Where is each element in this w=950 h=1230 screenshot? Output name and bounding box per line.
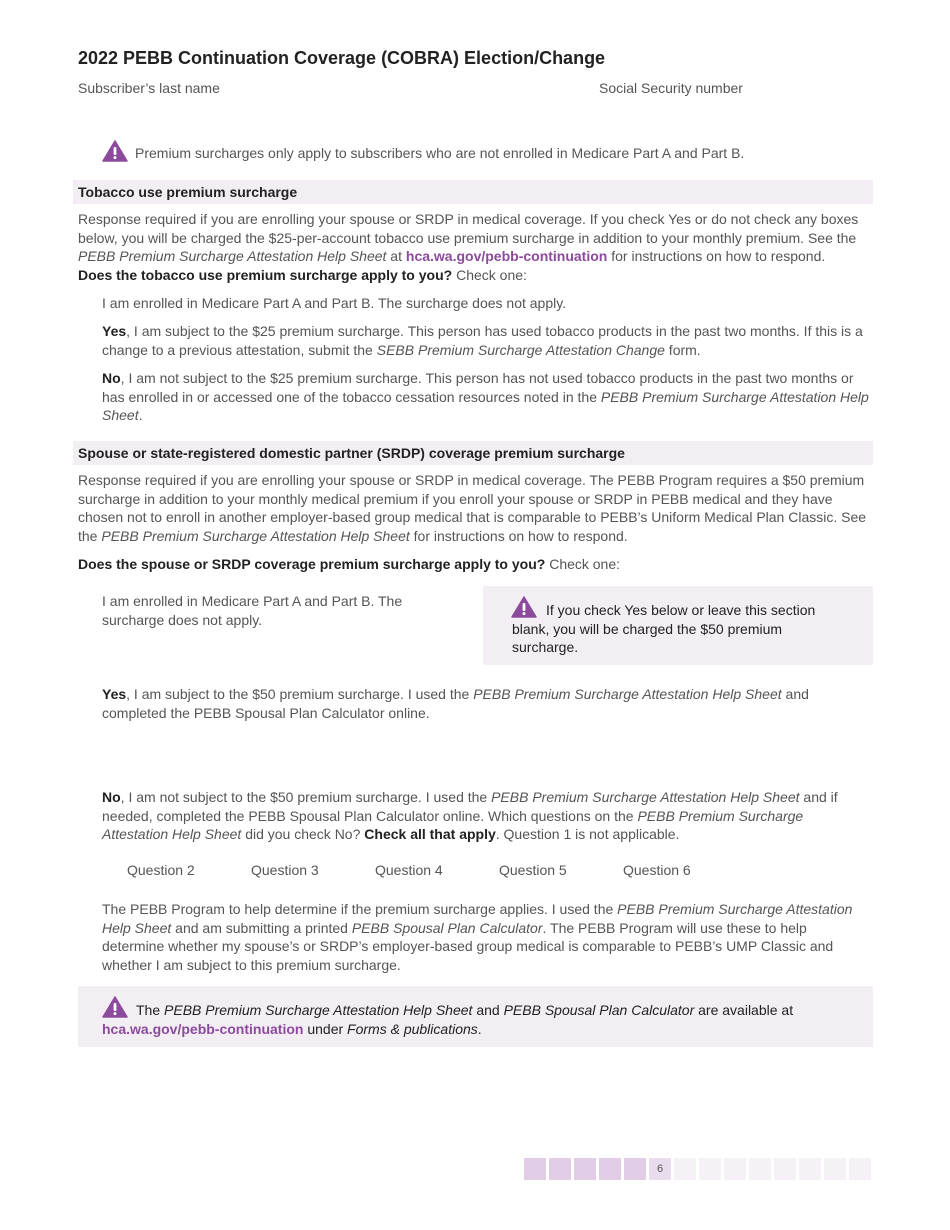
spouse-intro: Response required if you are enrolling your spouse or SRDP in medical coverage. The PEBB Program requires a $50 premium surcharge in addition to your monthly medical premium if you enroll your spouse or SRDP in PEBB medical and they have chosen not to enroll in another employer-based group medical that is comparable to PEBB’s Uniform Medical Plan Classic. See the PEBB Premium Surcharge Attestation Help Sheet for instructions on how to respond. [78, 472, 867, 545]
page-block [624, 1158, 646, 1180]
spouse-option-no[interactable]: No, I am not subject to the $50 premium surcharge. I used the PEBB Premium Surcharge Attestation Help Sheet and if needed, completed the PEBB Spousal Plan Calculator online. Which questions on the PEBB Premium Surcharge Attestation Help Sheet did you check No? Check all that apply. Question 1 is not applicable. [102, 789, 838, 843]
ssn-label: Social Security number [599, 80, 743, 96]
tobacco-question: Does the tobacco use premium surcharge apply to you? Check one: [78, 267, 527, 283]
surcharge-notice: Premium surcharges only apply to subscribers who are not enrolled in Medicare Part A and Part B. [135, 145, 745, 161]
question-2-checkbox[interactable]: Question 2 [127, 862, 195, 878]
page-block [674, 1158, 696, 1180]
question-3-checkbox[interactable]: Question 3 [251, 862, 319, 878]
warning-icon [102, 140, 128, 162]
page-block [524, 1158, 546, 1180]
question-6-checkbox[interactable]: Question 6 [623, 862, 691, 878]
page-block [824, 1158, 846, 1180]
tobacco-intro: Response required if you are enrolling your spouse or SRDP in medical coverage. If you check Yes or do not check any boxes below, you will be charged the $25-per-account tobacco use premium surcharge in addition to your monthly premium. See the PEBB Premium Surcharge Attestation Help Sheet at hca.wa.gov/pebb-continuation for instructions on how to respond. [78, 211, 859, 265]
tobacco-section-heading: Tobacco use premium surcharge [73, 180, 873, 204]
spouse-warning-callout [483, 586, 873, 665]
page-block [749, 1158, 771, 1180]
spouse-warning-text: If you check Yes below or leave this section blank, you will be charged the $50 premium surcharge. [512, 602, 816, 656]
page-block [699, 1158, 721, 1180]
pebb-continuation-link[interactable]: hca.wa.gov/pebb-continuation [102, 1020, 304, 1037]
question-4-checkbox[interactable]: Question 4 [375, 862, 443, 878]
subscriber-last-name-label: Subscriber’s last name [78, 80, 220, 96]
question-5-checkbox[interactable]: Question 5 [499, 862, 567, 878]
tobacco-option-medicare[interactable]: I am enrolled in Medicare Part A and Part B. The surcharge does not apply. [102, 295, 567, 311]
spouse-option-printed-calculator[interactable]: The PEBB Program to help determine if the premium surcharge applies. I used the PEBB Premium Surcharge Attestation Help Sheet and am submitting a printed PEBB Spousal Plan Calculator. The PEBB Program will use these to help determine whether my spouse’s or SRDP’s employer-based group medical is comparable to PEBB’s UMP Classic and whether I am subject to this premium surcharge. [102, 901, 853, 974]
spouse-option-yes[interactable]: Yes, I am subject to the $50 premium surcharge. I used the PEBB Premium Surcharge Attestation Help Sheet and completed the PEBB Spousal Plan Calculator online. [102, 686, 809, 721]
current-page-number: 6 [649, 1158, 671, 1180]
page-block [549, 1158, 571, 1180]
resources-text: The PEBB Premium Surcharge Attestation Help Sheet and PEBB Spousal Plan Calculator are available at hca.wa.gov/pebb-continuation under Forms & publications. [102, 1002, 794, 1037]
spouse-question: Does the spouse or SRDP coverage premium surcharge apply to you? Check one: [78, 556, 621, 572]
tobacco-option-yes[interactable]: Yes, I am subject to the $25 premium surcharge. This person has used tobacco products in the past two months. If this is a change to a previous attestation, submit the SEBB Premium Surcharge Attestation Change form. [102, 323, 863, 358]
page-block [774, 1158, 796, 1180]
resources-callout [78, 986, 873, 1047]
page-block [799, 1158, 821, 1180]
page-block [599, 1158, 621, 1180]
spouse-section-heading: Spouse or state-registered domestic partner (SRDP) coverage premium surcharge [73, 441, 873, 465]
spouse-option-medicare[interactable]: I am enrolled in Medicare Part A and Part B. The surcharge does not apply. [102, 593, 403, 628]
page-block [849, 1158, 871, 1180]
tobacco-option-no[interactable]: No, I am not subject to the $25 premium surcharge. This person has not used tobacco products in the past two months or has enrolled in or accessed one of the tobacco cessation resources noted in the PEBB Premium Surcharge Attestation Help Sheet. [102, 370, 869, 424]
page-block [574, 1158, 596, 1180]
page-title: 2022 PEBB Continuation Coverage (COBRA) Election/Change [78, 48, 606, 68]
page-indicator [524, 1158, 871, 1180]
pebb-continuation-link[interactable]: hca.wa.gov/pebb-continuation [405, 248, 608, 265]
page-block [724, 1158, 746, 1180]
